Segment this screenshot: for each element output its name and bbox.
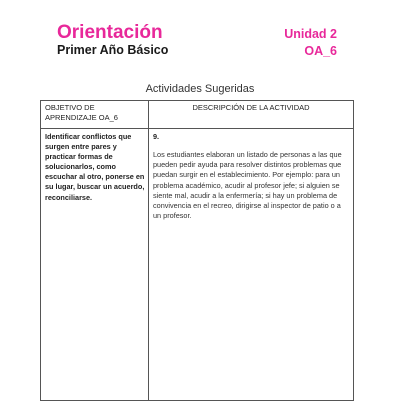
activity-table xyxy=(40,100,354,401)
description-column-header: DESCRIPCIÓN DE LA ACTIVIDAD xyxy=(192,103,310,112)
page-header xyxy=(0,0,400,70)
activity-description-cell: Los estudiantes elaboran un listado de personas a las que pueden pedir ayuda para resolver distintos problemas que puedan surgir en el establecimiento. Por ejemplo: para un problema académico, acudir al profesor jefe; si alguien se siente mal, acudir a la enfermería; si hay un problema de convivencia en el recreo, dirigirse al inspector de patio o a un profesor. xyxy=(153,150,342,221)
grade-level: Primer Año Básico xyxy=(57,43,169,57)
objective-code: OA_6 xyxy=(304,44,337,58)
column-divider xyxy=(148,101,149,400)
objective-cell: Identificar conflictos que surgen entre pares y practicar formas de solucionarlos, como escuchar al otro, ponerse en su lugar, buscar un acuerdo, reconciliarse. xyxy=(45,132,145,202)
section-title: Actividades Sugeridas xyxy=(145,83,255,95)
objective-column-header: OBJETIVO DE APRENDIZAJE OA_6 xyxy=(45,103,118,122)
activity-number: 9. xyxy=(153,132,160,141)
table-header-row xyxy=(41,101,353,129)
unit-label: Unidad 2 xyxy=(284,27,337,41)
subject-title: Orientación xyxy=(57,22,163,43)
